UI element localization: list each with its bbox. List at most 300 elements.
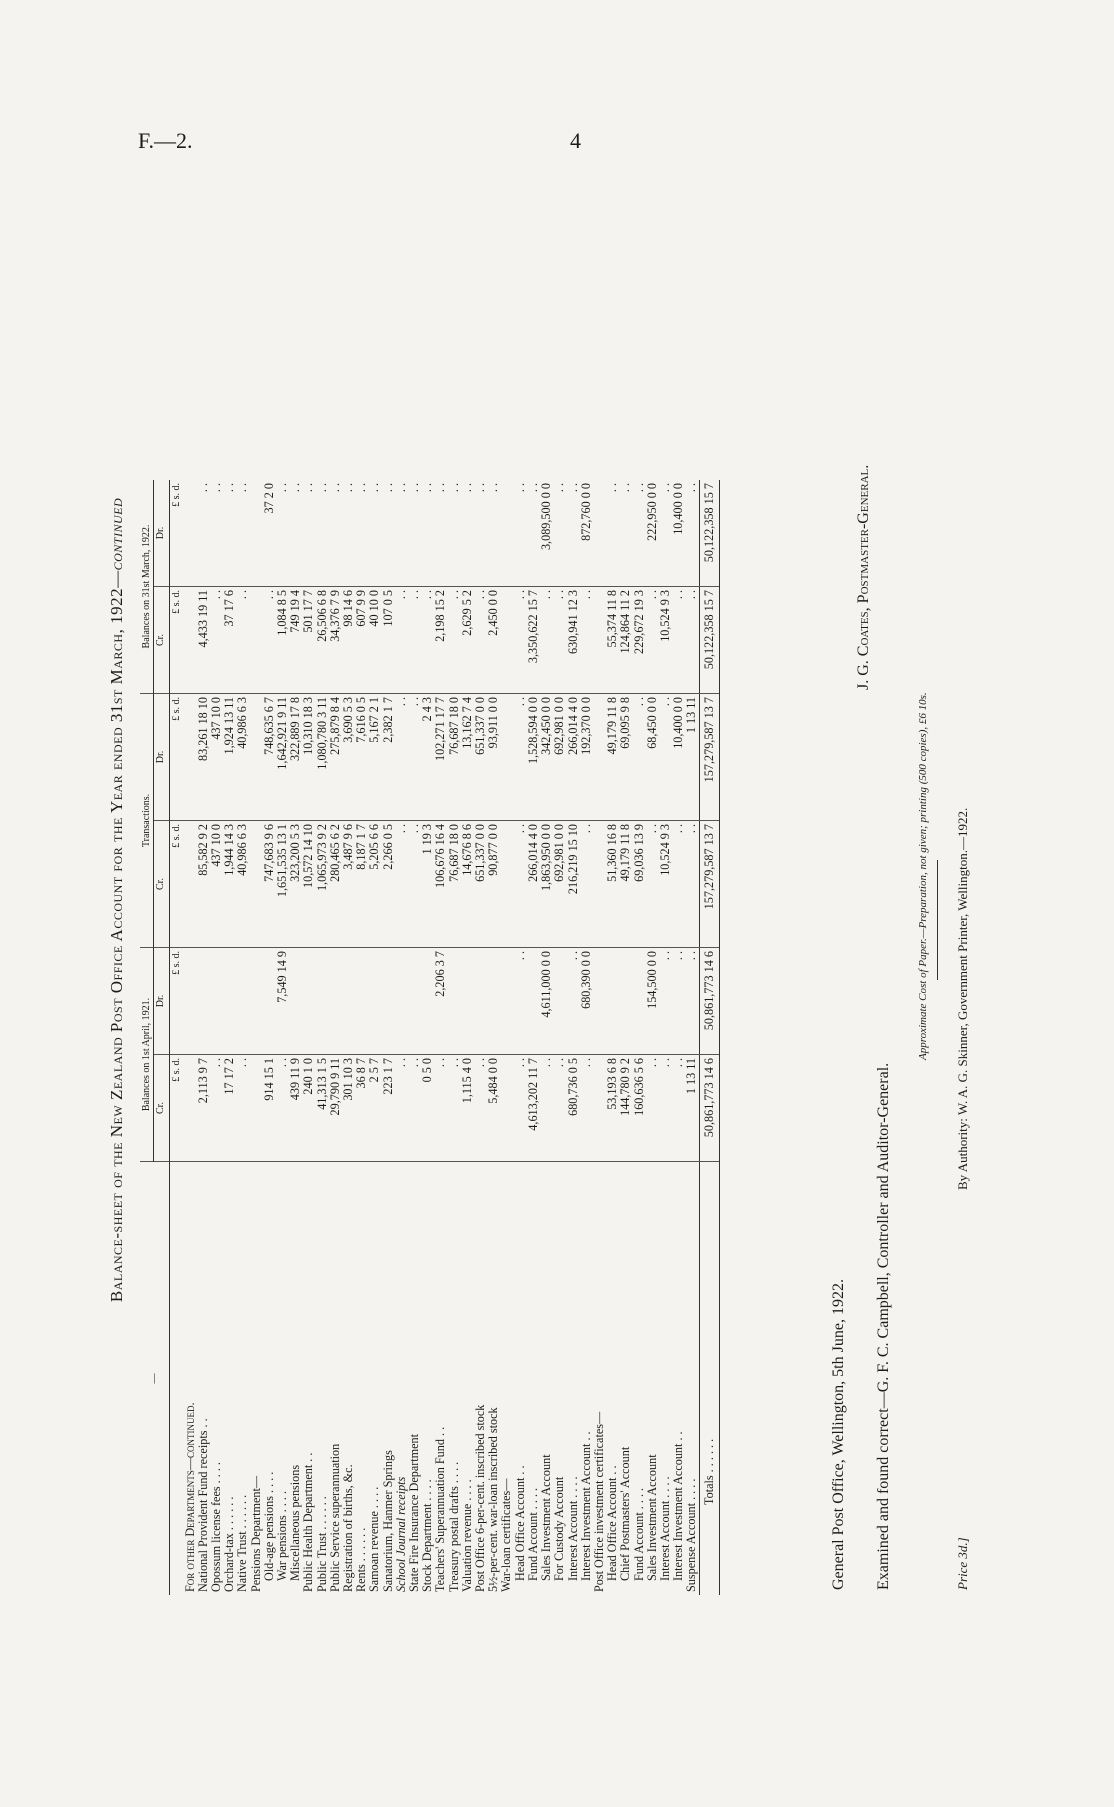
table-row [448, 480, 461, 1595]
dr-1922: 10,400 0 0 [672, 480, 685, 587]
row-description: Suspense Account . . . . [684, 1478, 699, 1592]
dr-transactions: . . [514, 694, 527, 821]
cr-1922: 607 9 9 [355, 587, 368, 694]
cr-1921: 240 1 0 [302, 1055, 315, 1162]
cr-1921: . . [408, 1055, 421, 1162]
dr-transactions: 1,642,921 9 11 [276, 694, 289, 821]
row-description: Sanatorium, Hanmer Springs [380, 1450, 395, 1592]
dr-1921: 7,549 14 9 [276, 948, 289, 1055]
row-description: Samoan revenue . . . . [367, 1486, 382, 1592]
header-dr-1921: Dr. [154, 948, 170, 1055]
cr-1922: 124,864 11 2 [619, 587, 632, 694]
dr-1922: 872,760 0 0 [580, 480, 593, 587]
row-description: Pensions Department— [248, 1475, 263, 1592]
dr-1922 [593, 480, 606, 587]
table-row [567, 480, 580, 1595]
cr-1921: . . [395, 1055, 408, 1162]
units-label: £ s. d. [170, 694, 184, 821]
dr-1922: . . [289, 480, 302, 587]
row-description: Old-age pensions . . . . [261, 1471, 276, 1581]
row-description: War-loan certificates— [499, 1478, 514, 1592]
row-description: Public Service superannuation [327, 1443, 342, 1592]
dr-transactions: 2,382 1 7 [382, 694, 395, 821]
cr-transactions: 106,676 16 4 [434, 821, 447, 948]
cr-transactions: 5,205 6 6 [368, 821, 381, 948]
cr-transactions: . . [646, 821, 659, 948]
row-description: Post Office 6-per-cent. inscribed stock [473, 1404, 488, 1592]
dr-1921 [184, 948, 197, 1055]
dr-1922: . . [395, 480, 408, 587]
dr-transactions: 748,635 6 7 [263, 694, 276, 821]
dr-1922: . . [408, 480, 421, 587]
cr-1921: 144,780 9 2 [619, 1055, 632, 1162]
cr-1922: . . [263, 587, 276, 694]
row-description: For Custody Account [552, 1476, 567, 1581]
cr-1921: 41,313 1 5 [316, 1055, 329, 1162]
table-row [329, 480, 342, 1595]
dr-transactions: 7,616 0 5 [355, 694, 368, 821]
table-row [342, 480, 355, 1595]
dr-1921: 2,206 3 7 [434, 948, 447, 1055]
row-description: Treasury postal drafts . . . . [446, 1461, 461, 1592]
dr-transactions: 10,400 0 0 [672, 694, 685, 821]
row-description: War pensions . . . . [275, 1490, 290, 1581]
dr-1921 [316, 948, 329, 1055]
table-row [633, 480, 646, 1595]
header-cr-trans: Cr. [154, 821, 170, 948]
table-row [395, 480, 408, 1595]
cr-1921: . . [553, 1055, 566, 1162]
cr-1922 [250, 587, 263, 694]
cr-1921: 17 17 2 [223, 1055, 236, 1162]
row-description: Sales Investment Account [644, 1454, 659, 1581]
dr-1921: . . [567, 948, 580, 1055]
table-row [685, 480, 699, 1595]
row-description: Interest Account . . . . [657, 1476, 672, 1581]
dr-1922: . . [210, 480, 223, 587]
units-label: £ s. d. [170, 480, 184, 587]
table-row [672, 480, 685, 1595]
cr-transactions: 1 19 3 [421, 821, 434, 948]
units-label: £ s. d. [170, 1055, 184, 1162]
cr-1922: 4,433 19 11 [197, 587, 210, 694]
cr-1921: . . [434, 1055, 447, 1162]
row-description: Opossum license fees . . . . [209, 1462, 224, 1592]
balance-sheet-table [140, 480, 720, 1595]
header-cr-1921: Cr. [154, 1055, 170, 1162]
cr-1922: 2,629 5 2 [461, 587, 474, 694]
dr-transactions [250, 694, 263, 821]
dr-1922 [184, 480, 197, 587]
sheet-title [107, 180, 127, 1620]
page-code: F.—2. [138, 128, 193, 153]
dr-1921 [487, 948, 500, 1055]
table-row [316, 480, 329, 1595]
dr-1922: . . [553, 480, 566, 587]
sheet-title-main: Balance-sheet of the New Zealand Post Office Account for the Year ended 31st March, 1922— [107, 570, 126, 1303]
dr-1921 [395, 948, 408, 1055]
dr-transactions: 5,167 2 1 [368, 694, 381, 821]
cr-1922: . . [421, 587, 434, 694]
cr-transactions: 1,651,535 13 1 [276, 821, 289, 948]
row-description: Orchard-tax . . . . . . [222, 1496, 237, 1592]
cr-1922: . . [672, 587, 685, 694]
cr-transactions: 40,986 6 3 [236, 821, 249, 948]
dr-1921: . . [514, 948, 527, 1055]
cr-1922: . . [540, 587, 553, 694]
dr-1922: . . [276, 480, 289, 587]
dr-1922: . . [567, 480, 580, 587]
cr-1921: . . [646, 1055, 659, 1162]
cr-transactions: 651,337 0 0 [474, 821, 487, 948]
cr-1922: . . [580, 587, 593, 694]
row-description: Native Trust . . . . . . [235, 1494, 250, 1592]
cr-1922: . . [408, 587, 421, 694]
dr-1922: . . [316, 480, 329, 587]
cr-1922: 37 17 6 [223, 587, 236, 694]
table-row [514, 480, 527, 1595]
row-description: Interest Investment Account . . [578, 1431, 593, 1581]
row-description: Sales Investment Account [539, 1454, 554, 1581]
cr-1922: 10,524 9 3 [659, 587, 672, 694]
total-dr-1922: 50,122,358 15 7 [699, 480, 719, 587]
cr-transactions: 323,200 5 3 [289, 821, 302, 948]
cr-1921: 0 5 0 [421, 1055, 434, 1162]
row-description: State Fire Insurance Department [407, 1433, 422, 1592]
dr-transactions: 68,450 0 0 [646, 694, 659, 821]
cr-transactions: 1,065,973 9 2 [316, 821, 329, 948]
cr-transactions: 69,036 13 9 [633, 821, 646, 948]
table-body [184, 480, 699, 1595]
dr-1921: 4,611,000 0 0 [540, 948, 553, 1055]
cr-1921: 4,613,202 11 7 [527, 1055, 540, 1162]
cr-transactions: 266,014 4 0 [527, 821, 540, 948]
header-transactions: Transactions. [140, 694, 154, 948]
cr-1921: 5,484 0 0 [487, 1055, 500, 1162]
dr-1922: . . [236, 480, 249, 587]
cr-1922 [184, 587, 197, 694]
cr-1921: 439 11 9 [289, 1055, 302, 1162]
cr-transactions: 280,465 6 2 [329, 821, 342, 948]
header-dr-1922: Dr. [154, 480, 170, 587]
cr-1922: 55,374 11 8 [606, 587, 619, 694]
cr-1921: 36 8 7 [355, 1055, 368, 1162]
row-description: Head Office Account . . [512, 1465, 527, 1581]
dr-1922: . . [514, 480, 527, 587]
cr-1921: 301 10 3 [342, 1055, 355, 1162]
dr-1922: . . [659, 480, 672, 587]
table-row [184, 480, 197, 1595]
header-dash: — [140, 1162, 170, 1596]
dr-1922 [250, 480, 263, 587]
header-balances-1921: Balances on 1st April, 1921. [140, 948, 154, 1162]
table-row [276, 480, 289, 1595]
row-description: Post Office investment certificates— [591, 1411, 606, 1592]
table-row [368, 480, 381, 1595]
cr-1922: 26,506 6 8 [316, 587, 329, 694]
cr-transactions: . . [580, 821, 593, 948]
cr-1922: 107 0 5 [382, 587, 395, 694]
table-row [408, 480, 421, 1595]
divider [937, 860, 938, 980]
price-note: Price 3d.] [955, 1537, 970, 1590]
cr-1922: 630,941 12 3 [567, 587, 580, 694]
dr-transactions: 3,690 5 3 [342, 694, 355, 821]
row-description: For other Departments—continued. [182, 1402, 197, 1592]
cr-1922: . . [553, 587, 566, 694]
dr-1922: . . [342, 480, 355, 587]
table-row [553, 480, 566, 1595]
dr-transactions: 1,080,780 3 11 [316, 694, 329, 821]
dr-1921: 680,390 0 0 [580, 948, 593, 1055]
table-row [250, 480, 263, 1595]
sheet-title-continued: continued [107, 497, 126, 571]
dr-1922: . . [448, 480, 461, 587]
cr-transactions: 3,487 9 6 [342, 821, 355, 948]
total-dr-1921: 50,861,773 14 6 [699, 948, 719, 1055]
dr-1921: 154,500 0 0 [646, 948, 659, 1055]
cr-transactions: 51,360 16 8 [606, 821, 619, 948]
cr-transactions: 1,944 14 3 [223, 821, 236, 948]
dr-1922: . . [685, 480, 699, 587]
dr-transactions: 49,179 11 8 [606, 694, 619, 821]
units-label: £ s. d. [170, 821, 184, 948]
total-cr-1921: 50,861,773 14 6 [699, 1055, 719, 1162]
dr-transactions: 93,911 0 0 [487, 694, 500, 821]
dr-1921: . . [685, 948, 699, 1055]
cr-1921 [250, 1055, 263, 1162]
cr-1922: 34,376 7 9 [329, 587, 342, 694]
dr-1921 [593, 948, 606, 1055]
dr-1921 [342, 948, 355, 1055]
dr-1922: . . [606, 480, 619, 587]
cr-1922: 2,450 0 0 [487, 587, 500, 694]
cr-transactions: . . [672, 821, 685, 948]
cr-1921: 1 13 11 [685, 1055, 699, 1162]
dr-1921 [619, 948, 632, 1055]
cr-1922: . . [395, 587, 408, 694]
cr-1921: . . [540, 1055, 553, 1162]
dr-transactions: 266,014 4 0 [567, 694, 580, 821]
total-dr-trans: 157,279,587 13 7 [699, 694, 719, 821]
dr-transactions: 692,981 0 0 [553, 694, 566, 821]
cr-transactions: 49,179 11 8 [619, 821, 632, 948]
cr-1922: 40 10 0 [368, 587, 381, 694]
dr-transactions: 83,261 18 10 [197, 694, 210, 821]
totals-label: Totals . . . . . . [699, 1162, 719, 1596]
dr-transactions: 192,370 0 0 [580, 694, 593, 821]
table-row [619, 480, 632, 1595]
cr-transactions [184, 821, 197, 948]
row-description: 5½-per-cent. war-loan inscribed stock [486, 1407, 501, 1592]
cr-1922: . . [474, 587, 487, 694]
cr-transactions: . . [514, 821, 527, 948]
cost-note: Approximate Cost of Paper.—Preparation, not given; printing (500 copies), £6 10s. [917, 692, 929, 1060]
dr-1922: 222,950 0 0 [646, 480, 659, 587]
cr-1921: 2,113 9 7 [197, 1055, 210, 1162]
postmaster-signature: J. G. Coates, Postmaster-General. [855, 464, 872, 690]
dr-transactions: 69,095 9 8 [619, 694, 632, 821]
place-date: General Post Office, Wellington, 5th June, 1922. [830, 1279, 847, 1590]
cr-1921: 680,736 0 5 [567, 1055, 580, 1162]
dr-transactions: 342,450 0 0 [540, 694, 553, 821]
dr-transactions [500, 694, 513, 821]
row-description: Miscellaneous pensions [288, 1464, 303, 1581]
cr-1921: . . [514, 1055, 527, 1162]
dr-1921 [302, 948, 315, 1055]
cr-1921: . . [474, 1055, 487, 1162]
cr-1922: 749 19 4 [289, 587, 302, 694]
dr-1922: . . [461, 480, 474, 587]
table-row [197, 480, 210, 1595]
dr-transactions: 13,162 7 4 [461, 694, 474, 821]
cr-1921 [500, 1055, 513, 1162]
row-description: Head Office Account . . [605, 1465, 620, 1581]
dr-1921 [553, 948, 566, 1055]
table-row [500, 480, 513, 1595]
table-row [236, 480, 249, 1595]
page-number: 4 [570, 128, 581, 153]
cr-1921: 160,636 5 6 [633, 1055, 646, 1162]
cr-transactions: 437 10 0 [210, 821, 223, 948]
dr-1921 [197, 948, 210, 1055]
table-row [355, 480, 368, 1595]
table-row [646, 480, 659, 1595]
total-cr-trans: 157,279,587 13 7 [699, 821, 719, 948]
cr-1922: 98 14 6 [342, 587, 355, 694]
dr-transactions: . . [408, 694, 421, 821]
cr-1922: . . [236, 587, 249, 694]
dr-1921 [606, 948, 619, 1055]
dr-1921 [474, 948, 487, 1055]
units-label: £ s. d. [170, 948, 184, 1055]
dr-1921 [633, 948, 646, 1055]
dr-transactions: 275,879 8 4 [329, 694, 342, 821]
row-description: Public Trust . . . . . . [314, 1496, 329, 1592]
cr-1922: . . [210, 587, 223, 694]
cr-1922: . . [685, 587, 699, 694]
dr-1921 [355, 948, 368, 1055]
dr-1921 [461, 948, 474, 1055]
cr-1921: 53,193 6 8 [606, 1055, 619, 1162]
cr-transactions: 2,266 0 5 [382, 821, 395, 948]
row-description: Chief Postmasters' Account [618, 1446, 633, 1581]
cr-1922: 229,672 19 3 [633, 587, 646, 694]
table-row [593, 480, 606, 1595]
cr-transactions: 10,572 14 10 [302, 821, 315, 948]
row-description: Rents . . . . . . [354, 1527, 369, 1592]
dr-1921 [210, 948, 223, 1055]
table-row [527, 480, 540, 1595]
table-row [659, 480, 672, 1595]
cr-transactions: . . [408, 821, 421, 948]
cr-1921: 29,790 9 11 [329, 1055, 342, 1162]
row-description: National Provident Fund receipts . . [195, 1418, 210, 1592]
cr-1921: . . [276, 1055, 289, 1162]
dr-transactions [184, 694, 197, 821]
table-row [223, 480, 236, 1595]
dr-1921 [382, 948, 395, 1055]
dr-transactions: . . [659, 694, 672, 821]
dr-transactions: 651,337 0 0 [474, 694, 487, 821]
cr-transactions: . . [685, 821, 699, 948]
cr-1921: . . [448, 1055, 461, 1162]
dr-transactions: 2 4 3 [421, 694, 434, 821]
row-description: Teachers' Superannuation Fund . . [433, 1426, 448, 1592]
cr-1921: 2 5 7 [368, 1055, 381, 1162]
cr-transactions: 692,981 0 0 [553, 821, 566, 948]
dr-1921 [250, 948, 263, 1055]
cr-1922: 1,084 8 5 [276, 587, 289, 694]
dr-1922: . . [527, 480, 540, 587]
dr-1922: . . [421, 480, 434, 587]
dr-transactions: 76,687 18 0 [448, 694, 461, 821]
dr-1921 [236, 948, 249, 1055]
header-cr-1922: Cr. [154, 587, 170, 694]
dr-1922: . . [633, 480, 646, 587]
cr-1921: . . [210, 1055, 223, 1162]
row-description: Stock Department . . . . [420, 1479, 435, 1592]
header-dr-trans: Dr. [154, 694, 170, 821]
dr-1922: . . [487, 480, 500, 587]
dr-1921 [223, 948, 236, 1055]
row-description: Fund Account . . . . [631, 1487, 646, 1581]
dr-transactions: 1,528,594 0 0 [527, 694, 540, 821]
cr-1921: 223 1 7 [382, 1055, 395, 1162]
dr-1922: . . [223, 480, 236, 587]
cr-transactions: . . [395, 821, 408, 948]
dr-1921 [448, 948, 461, 1055]
table-row [580, 480, 593, 1595]
row-description: Registration of births, &c. [341, 1464, 356, 1592]
dr-transactions: 322,889 17 8 [289, 694, 302, 821]
cr-transactions [250, 821, 263, 948]
dr-transactions: 40,986 6 3 [236, 694, 249, 821]
cr-1921: . . [236, 1055, 249, 1162]
cr-1922 [500, 587, 513, 694]
cr-transactions: 85,582 9 2 [197, 821, 210, 948]
authority-line: By Authority: W. A. G. Skinner, Government Printer, Wellington.—1922. [955, 807, 970, 1190]
dr-1922: . . [474, 480, 487, 587]
cr-transactions: 10,524 9 3 [659, 821, 672, 948]
row-description: Interest Account . . . . [565, 1476, 580, 1581]
table-row [382, 480, 395, 1595]
dr-1922 [500, 480, 513, 587]
cr-1921: . . [672, 1055, 685, 1162]
dr-1922: 3,089,500 0 0 [540, 480, 553, 587]
dr-1921: . . [659, 948, 672, 1055]
row-description: Public Health Department . . [301, 1452, 316, 1592]
dr-1922: . . [329, 480, 342, 587]
cr-transactions: 14,676 8 6 [461, 821, 474, 948]
totals-row [699, 480, 719, 1595]
cr-1922: 3,350,622 15 7 [527, 587, 540, 694]
rotated-page-content [85, 180, 985, 1620]
cr-1921: 914 15 1 [263, 1055, 276, 1162]
dr-transactions: . . [633, 694, 646, 821]
row-description: Interest Investment Account . . [671, 1431, 686, 1581]
cr-1922: . . [448, 587, 461, 694]
cr-1922: 2,198 15 2 [434, 587, 447, 694]
cr-transactions [500, 821, 513, 948]
dr-transactions: 1,924 13 11 [223, 694, 236, 821]
table-row [289, 480, 302, 1595]
dr-1922: . . [355, 480, 368, 587]
row-description: Valuation revenue . . . . [459, 1479, 474, 1592]
total-cr-1922: 50,122,358 15 7 [699, 587, 719, 694]
cr-1921 [184, 1055, 197, 1162]
cr-1921: . . [659, 1055, 672, 1162]
